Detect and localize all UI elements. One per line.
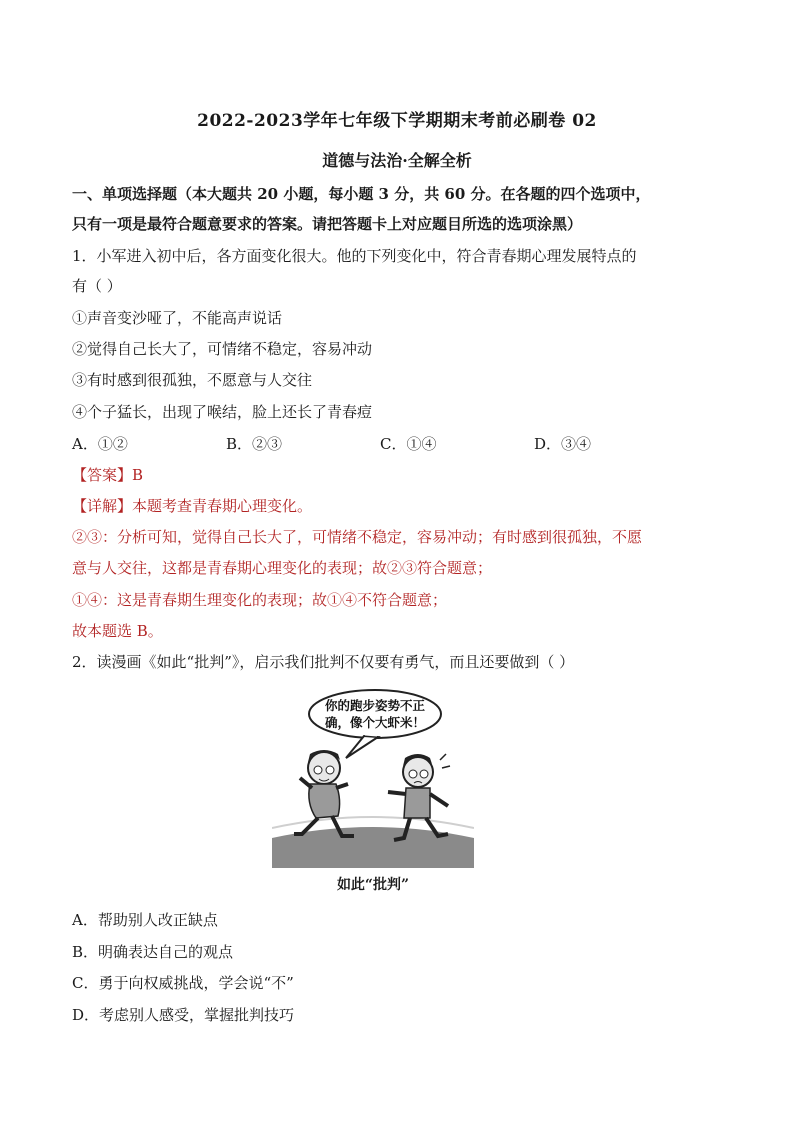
answer-label: 【答案】 <box>72 466 133 484</box>
q2-option-c: C．勇于向权威挑战，学会说“不” <box>72 974 294 992</box>
q2-option-b: B．明确表达自己的观点 <box>72 943 234 961</box>
cartoon-caption: 如此“批判” <box>336 877 410 893</box>
q2-option-a: A．帮助别人改正缺点 <box>72 911 218 929</box>
q1-option-d: D．③④ <box>534 435 592 453</box>
page-title: 2022-2023学年七年级下学期期末考前必刷卷 02 <box>197 111 597 131</box>
q1-stem-line-1: 1．小军进入初中后，各方面变化很大。他的下列变化中，符合青春期心理发展特点的 <box>72 247 637 265</box>
section-instruction-line-1: 一、单项选择题（本大题共 20 小题，每小题 3 分，共 60 分。在各题的四个选项中， <box>72 185 651 203</box>
q1-detail <box>72 496 312 516</box>
bubble-text-line-2: 确，像个大虾米！ <box>324 715 426 730</box>
q2-stem: 2．读漫画《如此“批判”》，启示我们批判不仅要有勇气，而且还要做到（ ） <box>72 653 575 671</box>
detail-text: 本题考查青春期心理变化。 <box>132 497 313 515</box>
bubble-text-line-1: 你的跑步姿势不正 <box>324 698 426 713</box>
q2-option-d: D．考虑别人感受，掌握批判技巧 <box>72 1006 295 1024</box>
q1-analysis-line-3: ①④：这是青春期生理变化的表现；故①④不符合题意； <box>72 591 448 609</box>
q1-option-b: B．②③ <box>226 435 283 453</box>
q1-item-1: ①声音变沙哑了，不能高声说话 <box>72 309 283 327</box>
cartoon-illustration <box>272 688 474 868</box>
q1-conclusion: 故本题选 B。 <box>72 622 163 640</box>
pointing-boy-figure <box>388 754 450 840</box>
q1-stem-line-2: 有（ ） <box>72 277 122 295</box>
q1-answer <box>72 465 143 485</box>
q1-analysis-line-2: 意与人交往，这都是青春期心理变化的表现；故②③符合题意； <box>72 559 493 577</box>
q1-analysis-line-1: ②③：分析可知，觉得自己长大了，可情绪不稳定，容易冲动；有时感到很孤独，不愿 <box>72 528 643 546</box>
page-subtitle: 道德与法治·全解全析 <box>322 151 472 170</box>
detail-label: 【详解】 <box>72 497 133 515</box>
section-instruction-line-2: 只有一项是最符合题意要求的答案。请把答题卡上对应题目所选的选项涂黑） <box>72 215 583 233</box>
q1-option-c: C．①④ <box>380 435 437 453</box>
answer-value: B <box>132 466 144 484</box>
q1-item-3: ③有时感到很孤独，不愿意与人交往 <box>72 371 313 389</box>
q1-option-a: A．①② <box>72 435 128 453</box>
q1-item-2: ②觉得自己长大了，可情绪不稳定，容易冲动 <box>72 340 373 358</box>
q1-item-4: ④个子猛长，出现了喉结，脸上还长了青春痘 <box>72 403 373 421</box>
